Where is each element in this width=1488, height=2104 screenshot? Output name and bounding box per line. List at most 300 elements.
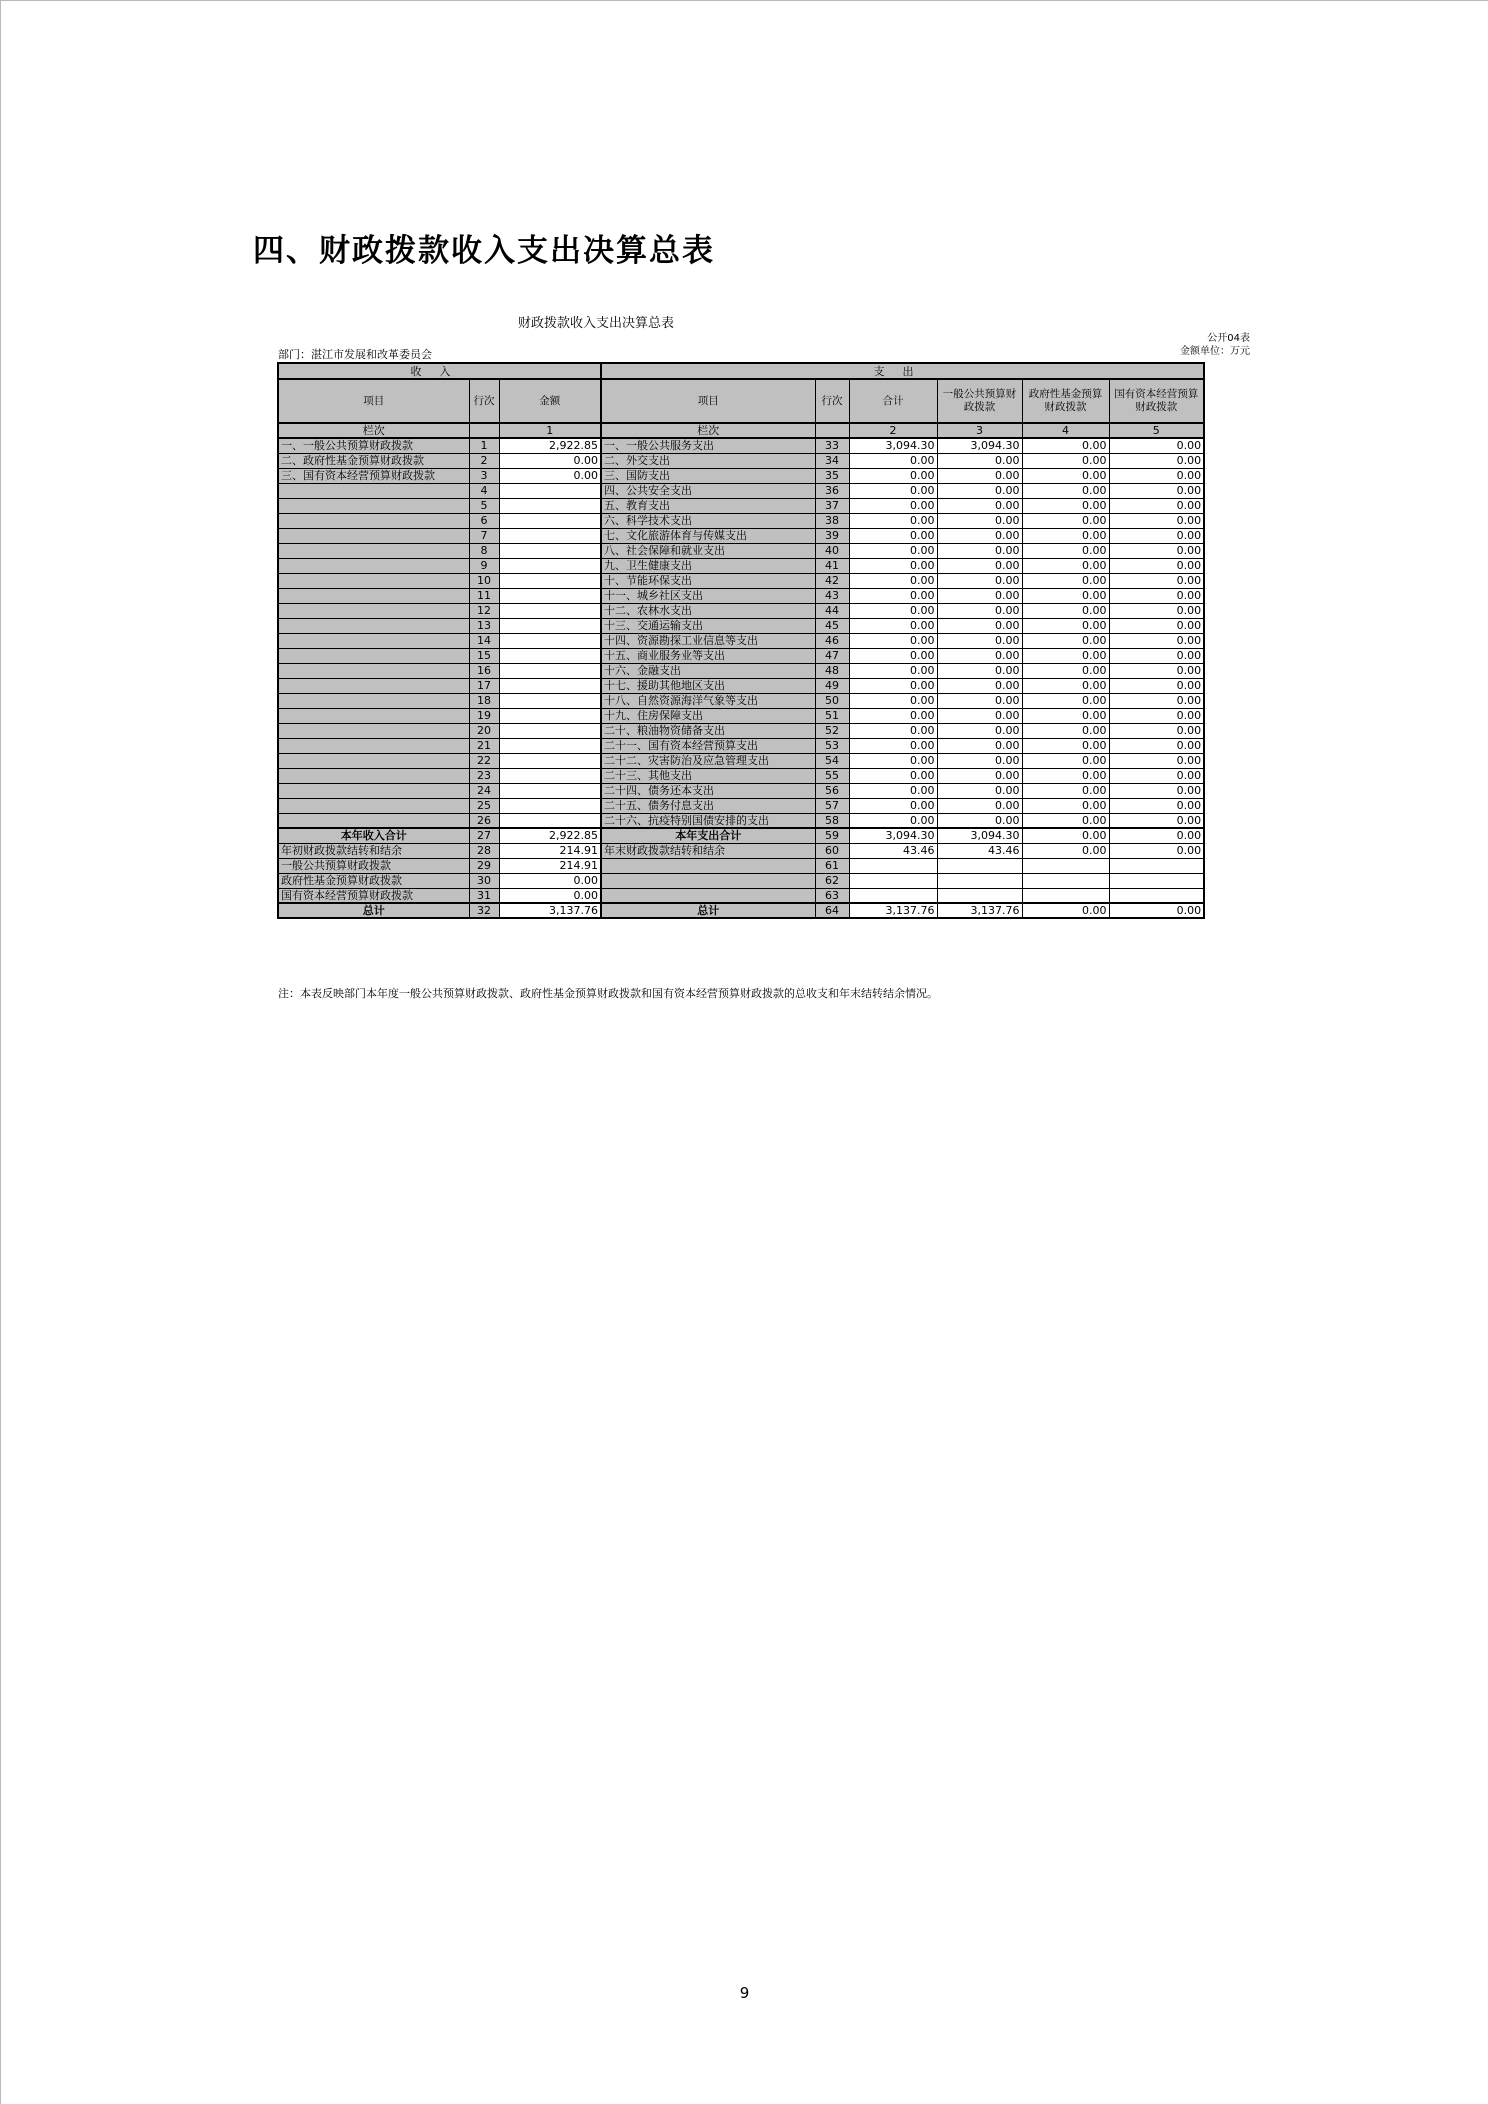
expense-item-cell: 十三、交通运输支出: [601, 618, 815, 633]
lanci-col-4: 4: [1022, 423, 1109, 438]
expense-state-capital-cell: 0.00: [1109, 843, 1204, 858]
expense-line-cell: 52: [815, 723, 849, 738]
income-line-cell: 16: [469, 663, 499, 678]
expense-item-cell: [601, 888, 815, 903]
table-row: [278, 453, 1204, 468]
table-row: [278, 843, 1204, 858]
expense-item-cell: 九、卫生健康支出: [601, 558, 815, 573]
income-line-cell: 29: [469, 858, 499, 873]
income-amount-cell: [499, 648, 601, 663]
expense-state-capital-cell: 0.00: [1109, 438, 1204, 453]
income-amount-cell: [499, 693, 601, 708]
lanci-col-1: 1: [499, 423, 601, 438]
form-code: 公开04表: [1207, 333, 1250, 344]
expense-general-budget-cell: 0.00: [937, 618, 1022, 633]
expense-general-budget-cell: 0.00: [937, 498, 1022, 513]
income-line-cell: 8: [469, 543, 499, 558]
income-line-cell: 24: [469, 783, 499, 798]
expense-general-budget-cell: 0.00: [937, 768, 1022, 783]
expense-state-capital-cell: 0.00: [1109, 693, 1204, 708]
table-row: [278, 573, 1204, 588]
income-line-cell: 11: [469, 588, 499, 603]
expense-item-cell: 十五、商业服务业等支出: [601, 648, 815, 663]
expense-general-budget-cell: 0.00: [937, 663, 1022, 678]
expense-general-budget-cell: 0.00: [937, 813, 1022, 828]
table-row: [278, 543, 1204, 558]
expense-gov-fund-cell: 0.00: [1022, 798, 1109, 813]
table-row: [278, 738, 1204, 753]
table-row: [278, 603, 1204, 618]
expense-gov-fund-cell: 0.00: [1022, 618, 1109, 633]
table-row: [278, 858, 1204, 873]
expense-item-cell: 二十一、国有资本经营预算支出: [601, 738, 815, 753]
expense-item-cell: 二十四、债务还本支出: [601, 783, 815, 798]
expense-line-cell: 61: [815, 858, 849, 873]
expense-gov-fund-cell: [1022, 858, 1109, 873]
expense-item-cell: 十七、援助其他地区支出: [601, 678, 815, 693]
income-line-cell: 21: [469, 738, 499, 753]
expense-line-cell: 40: [815, 543, 849, 558]
expense-item-cell: 六、科学技术支出: [601, 513, 815, 528]
expense-gov-fund-cell: 0.00: [1022, 813, 1109, 828]
expense-state-capital-cell: 0.00: [1109, 753, 1204, 768]
expense-state-capital-cell: 0.00: [1109, 813, 1204, 828]
income-line-cell: 26: [469, 813, 499, 828]
expense-gov-fund-cell: 0.00: [1022, 783, 1109, 798]
income-line-cell: 14: [469, 633, 499, 648]
expense-gov-fund-cell: 0.00: [1022, 648, 1109, 663]
income-item-cell: [278, 543, 469, 558]
expense-state-capital-cell: 0.00: [1109, 618, 1204, 633]
expense-general-budget-cell: 0.00: [937, 528, 1022, 543]
expense-item-cell: 十六、金融支出: [601, 663, 815, 678]
expense-line-cell: 43: [815, 588, 849, 603]
expense-state-capital-cell: 0.00: [1109, 558, 1204, 573]
expense-line-cell: 33: [815, 438, 849, 453]
table-footnote: 注：本表反映部门本年度一般公共预算财政拨款、政府性基金预算财政拨款和国有资本经营预算财政拨款的总收支和年末结转结余情况。: [278, 987, 938, 1000]
section-band-row: [278, 363, 1204, 379]
expense-total-cell: [849, 888, 937, 903]
income-item-cell: [278, 798, 469, 813]
table-row: [278, 813, 1204, 828]
lanci-col-5: 5: [1109, 423, 1204, 438]
income-item-cell: [278, 618, 469, 633]
expense-gov-fund-cell: 0.00: [1022, 543, 1109, 558]
income-amount-cell: 2,922.85: [499, 438, 601, 453]
table-row: [278, 498, 1204, 513]
income-line-cell: 28: [469, 843, 499, 858]
income-line-cell: 13: [469, 618, 499, 633]
expense-line-cell: 38: [815, 513, 849, 528]
expense-general-budget-cell: 0.00: [937, 633, 1022, 648]
income-line-cell: 19: [469, 708, 499, 723]
expense-line-cell: 39: [815, 528, 849, 543]
expense-state-capital-cell: 0.00: [1109, 528, 1204, 543]
expense-general-budget-cell: 0.00: [937, 753, 1022, 768]
income-line-cell: 32: [469, 903, 499, 918]
table-row: [278, 528, 1204, 543]
income-amount-cell: [499, 813, 601, 828]
lanci-label: 栏次: [601, 423, 815, 438]
income-amount-cell: [499, 498, 601, 513]
income-amount-cell: 0.00: [499, 888, 601, 903]
expense-total-cell: 0.00: [849, 543, 937, 558]
table-row: [278, 588, 1204, 603]
expense-general-budget-cell: 43.46: [937, 843, 1022, 858]
expense-line-cell: 63: [815, 888, 849, 903]
expense-state-capital-cell: 0.00: [1109, 903, 1204, 918]
income-section-header: 收入: [278, 363, 601, 379]
income-item-cell: [278, 813, 469, 828]
expense-state-capital-cell: [1109, 888, 1204, 903]
expense-state-capital-cell: 0.00: [1109, 723, 1204, 738]
income-line-cell: 10: [469, 573, 499, 588]
expense-general-budget-cell: [937, 888, 1022, 903]
income-amount-cell: [499, 798, 601, 813]
income-line-cell: 6: [469, 513, 499, 528]
expense-state-capital-cell: 0.00: [1109, 663, 1204, 678]
income-line-cell: 30: [469, 873, 499, 888]
expense-state-capital-cell: 0.00: [1109, 543, 1204, 558]
expense-gov-fund-cell: 0.00: [1022, 558, 1109, 573]
expense-item-cell: 二十二、灾害防治及应急管理支出: [601, 753, 815, 768]
expense-gov-fund-cell: 0.00: [1022, 723, 1109, 738]
expense-item-cell: [601, 873, 815, 888]
expense-gov-fund-cell: 0.00: [1022, 468, 1109, 483]
expense-item-cell: 十、节能环保支出: [601, 573, 815, 588]
expense-item-cell: [601, 858, 815, 873]
expense-gov-fund-cell: 0.00: [1022, 708, 1109, 723]
income-item-cell: [278, 528, 469, 543]
expense-general-budget-cell: 0.00: [937, 783, 1022, 798]
table-row: [278, 648, 1204, 663]
income-line-cell: 20: [469, 723, 499, 738]
expense-total-cell: 3,137.76: [849, 903, 937, 918]
expense-line-cell: 35: [815, 468, 849, 483]
col-header-expense-line: 行次: [815, 379, 849, 423]
expense-gov-fund-cell: 0.00: [1022, 738, 1109, 753]
expense-state-capital-cell: 0.00: [1109, 738, 1204, 753]
expense-item-cell: 十二、农林水支出: [601, 603, 815, 618]
expense-general-budget-cell: 0.00: [937, 693, 1022, 708]
expense-general-budget-cell: 0.00: [937, 468, 1022, 483]
expense-line-cell: 37: [815, 498, 849, 513]
expense-general-budget-cell: 0.00: [937, 513, 1022, 528]
expense-line-cell: 46: [815, 633, 849, 648]
expense-total-cell: 0.00: [849, 723, 937, 738]
income-line-cell: 3: [469, 468, 499, 483]
income-item-cell: [278, 723, 469, 738]
expense-line-cell: 45: [815, 618, 849, 633]
income-item-cell: 一般公共预算财政拨款: [278, 858, 469, 873]
income-amount-cell: [499, 618, 601, 633]
expense-line-cell: 48: [815, 663, 849, 678]
table-row: [278, 693, 1204, 708]
table-row: [278, 708, 1204, 723]
expense-total-cell: 0.00: [849, 783, 937, 798]
income-amount-cell: [499, 708, 601, 723]
expense-general-budget-cell: [937, 858, 1022, 873]
expense-total-cell: 0.00: [849, 603, 937, 618]
income-item-cell: 年初财政拨款结转和结余: [278, 843, 469, 858]
table-row: [278, 558, 1204, 573]
table-title: 财政拨款收入支出决算总表: [517, 316, 674, 331]
income-item-cell: [278, 648, 469, 663]
expense-total-cell: [849, 873, 937, 888]
expense-gov-fund-cell: 0.00: [1022, 903, 1109, 918]
expense-item-cell: 二十三、其他支出: [601, 768, 815, 783]
income-item-cell: 政府性基金预算财政拨款: [278, 873, 469, 888]
expense-total-cell: 0.00: [849, 693, 937, 708]
income-line-cell: 25: [469, 798, 499, 813]
col-header-income-amount: 金额: [499, 379, 601, 423]
income-amount-cell: [499, 723, 601, 738]
expense-line-cell: 49: [815, 678, 849, 693]
column-header-row: [278, 379, 1204, 423]
expense-general-budget-cell: 0.00: [937, 588, 1022, 603]
expense-general-budget-cell: 0.00: [937, 483, 1022, 498]
income-amount-cell: [499, 768, 601, 783]
expense-state-capital-cell: 0.00: [1109, 648, 1204, 663]
expense-item-cell: 七、文化旅游体育与传媒支出: [601, 528, 815, 543]
income-line-cell: 2: [469, 453, 499, 468]
expense-general-budget-cell: 0.00: [937, 453, 1022, 468]
income-item-cell: [278, 708, 469, 723]
income-line-cell: 7: [469, 528, 499, 543]
lanci-label: 栏次: [278, 423, 469, 438]
table-row: [278, 903, 1204, 918]
table-row: [278, 723, 1204, 738]
income-amount-cell: 0.00: [499, 453, 601, 468]
expense-total-cell: [849, 858, 937, 873]
income-line-cell: 9: [469, 558, 499, 573]
fiscal-appropriation-table: [277, 362, 1205, 919]
expense-total-cell: 0.00: [849, 453, 937, 468]
income-line-cell: 31: [469, 888, 499, 903]
expense-gov-fund-cell: 0.00: [1022, 633, 1109, 648]
expense-general-budget-cell: 3,094.30: [937, 438, 1022, 453]
expense-total-cell: 0.00: [849, 753, 937, 768]
expense-item-cell: 二、外交支出: [601, 453, 815, 468]
expense-gov-fund-cell: 0.00: [1022, 693, 1109, 708]
expense-total-cell: 0.00: [849, 798, 937, 813]
income-line-cell: 23: [469, 768, 499, 783]
income-amount-cell: [499, 738, 601, 753]
expense-gov-fund-cell: 0.00: [1022, 828, 1109, 843]
expense-item-cell: 五、教育支出: [601, 498, 815, 513]
table-row: [278, 783, 1204, 798]
income-item-cell: [278, 753, 469, 768]
col-header-gov-fund: 政府性基金预算财政拨款: [1022, 379, 1109, 423]
expense-gov-fund-cell: 0.00: [1022, 483, 1109, 498]
income-amount-cell: [499, 663, 601, 678]
expense-line-cell: 59: [815, 828, 849, 843]
expense-total-cell: 0.00: [849, 558, 937, 573]
expense-total-cell: 0.00: [849, 588, 937, 603]
income-line-cell: 18: [469, 693, 499, 708]
table-row: [278, 618, 1204, 633]
expense-line-cell: 47: [815, 648, 849, 663]
expense-line-cell: 53: [815, 738, 849, 753]
expense-general-budget-cell: 0.00: [937, 678, 1022, 693]
income-amount-cell: 0.00: [499, 873, 601, 888]
income-item-cell: 总计: [278, 903, 469, 918]
income-amount-cell: [499, 588, 601, 603]
expense-gov-fund-cell: 0.00: [1022, 768, 1109, 783]
expense-item-cell: 本年支出合计: [601, 828, 815, 843]
expense-item-cell: 四、公共安全支出: [601, 483, 815, 498]
expense-total-cell: 0.00: [849, 768, 937, 783]
income-amount-cell: [499, 783, 601, 798]
expense-total-cell: 0.00: [849, 618, 937, 633]
col-header-income-item: 项目: [278, 379, 469, 423]
amount-unit-label: 金额单位：万元: [1180, 346, 1250, 357]
expense-gov-fund-cell: 0.00: [1022, 843, 1109, 858]
expense-state-capital-cell: 0.00: [1109, 783, 1204, 798]
table-row: [278, 513, 1204, 528]
expense-total-cell: 0.00: [849, 708, 937, 723]
income-item-cell: [278, 498, 469, 513]
income-item-cell: [278, 513, 469, 528]
expense-total-cell: 0.00: [849, 738, 937, 753]
expense-gov-fund-cell: 0.00: [1022, 453, 1109, 468]
income-amount-cell: [499, 753, 601, 768]
income-amount-cell: [499, 543, 601, 558]
table-row: [278, 873, 1204, 888]
income-item-cell: [278, 558, 469, 573]
expense-state-capital-cell: 0.00: [1109, 483, 1204, 498]
income-amount-cell: [499, 513, 601, 528]
expense-item-cell: 总计: [601, 903, 815, 918]
table-row: [278, 633, 1204, 648]
income-line-cell: 5: [469, 498, 499, 513]
expense-state-capital-cell: 0.00: [1109, 708, 1204, 723]
expense-line-cell: 55: [815, 768, 849, 783]
income-item-cell: [278, 633, 469, 648]
table-row: [278, 753, 1204, 768]
expense-general-budget-cell: 0.00: [937, 543, 1022, 558]
expense-general-budget-cell: 0.00: [937, 798, 1022, 813]
expense-item-cell: 年末财政拨款结转和结余: [601, 843, 815, 858]
income-item-cell: [278, 783, 469, 798]
expense-line-cell: 34: [815, 453, 849, 468]
expense-state-capital-cell: 0.00: [1109, 633, 1204, 648]
expense-gov-fund-cell: 0.00: [1022, 663, 1109, 678]
col-header-expense-total: 合计: [849, 379, 937, 423]
expense-item-cell: 二十、粮油物资储备支出: [601, 723, 815, 738]
expense-line-cell: 42: [815, 573, 849, 588]
expense-general-budget-cell: 0.00: [937, 723, 1022, 738]
lanci-blank: [815, 423, 849, 438]
expense-state-capital-cell: 0.00: [1109, 768, 1204, 783]
expense-general-budget-cell: 0.00: [937, 558, 1022, 573]
income-amount-cell: [499, 633, 601, 648]
expense-total-cell: 0.00: [849, 573, 937, 588]
expense-general-budget-cell: 0.00: [937, 603, 1022, 618]
expense-general-budget-cell: 0.00: [937, 738, 1022, 753]
department-label: 部门：湛江市发展和改革委员会: [278, 348, 432, 361]
expense-total-cell: 0.00: [849, 528, 937, 543]
lanci-col-3: 3: [937, 423, 1022, 438]
expense-item-cell: 一、一般公共服务支出: [601, 438, 815, 453]
income-amount-cell: 3,137.76: [499, 903, 601, 918]
expense-total-cell: 0.00: [849, 483, 937, 498]
lanci-blank: [469, 423, 499, 438]
expense-total-cell: 0.00: [849, 468, 937, 483]
expense-item-cell: 十一、城乡社区支出: [601, 588, 815, 603]
expense-total-cell: 3,094.30: [849, 438, 937, 453]
income-item-cell: [278, 603, 469, 618]
income-amount-cell: 214.91: [499, 843, 601, 858]
expense-state-capital-cell: 0.00: [1109, 498, 1204, 513]
income-item-cell: [278, 768, 469, 783]
table-row: [278, 888, 1204, 903]
col-header-expense-item: 项目: [601, 379, 815, 423]
income-item-cell: [278, 738, 469, 753]
income-line-cell: 1: [469, 438, 499, 453]
expense-state-capital-cell: 0.00: [1109, 513, 1204, 528]
column-number-row: [278, 423, 1204, 438]
income-line-cell: 22: [469, 753, 499, 768]
expense-state-capital-cell: 0.00: [1109, 588, 1204, 603]
income-item-cell: 二、政府性基金预算财政拨款: [278, 453, 469, 468]
expense-line-cell: 64: [815, 903, 849, 918]
income-amount-cell: [499, 573, 601, 588]
table-row: [278, 483, 1204, 498]
income-amount-cell: [499, 678, 601, 693]
col-header-general-budget: 一般公共预算财政拨款: [937, 379, 1022, 423]
page-title: 四、财政拨款收入支出决算总表: [253, 233, 715, 269]
expense-state-capital-cell: [1109, 858, 1204, 873]
income-item-cell: [278, 483, 469, 498]
income-line-cell: 4: [469, 483, 499, 498]
expense-general-budget-cell: 0.00: [937, 708, 1022, 723]
income-item-cell: 国有资本经营预算财政拨款: [278, 888, 469, 903]
expense-line-cell: 54: [815, 753, 849, 768]
form-meta: [1180, 332, 1250, 358]
expense-line-cell: 41: [815, 558, 849, 573]
expense-gov-fund-cell: [1022, 888, 1109, 903]
expense-gov-fund-cell: 0.00: [1022, 528, 1109, 543]
table-row: [278, 768, 1204, 783]
expense-item-cell: 十九、住房保障支出: [601, 708, 815, 723]
table-row: [278, 828, 1204, 843]
income-amount-cell: [499, 603, 601, 618]
expense-item-cell: 三、国防支出: [601, 468, 815, 483]
expense-item-cell: 二十六、抗疫特别国债安排的支出: [601, 813, 815, 828]
expense-state-capital-cell: 0.00: [1109, 603, 1204, 618]
expense-total-cell: 3,094.30: [849, 828, 937, 843]
expense-line-cell: 62: [815, 873, 849, 888]
expense-item-cell: 八、社会保障和就业支出: [601, 543, 815, 558]
expense-gov-fund-cell: [1022, 873, 1109, 888]
expense-line-cell: 57: [815, 798, 849, 813]
income-amount-cell: [499, 558, 601, 573]
lanci-col-2: 2: [849, 423, 937, 438]
income-line-cell: 12: [469, 603, 499, 618]
expense-state-capital-cell: [1109, 873, 1204, 888]
expense-total-cell: 0.00: [849, 813, 937, 828]
expense-state-capital-cell: 0.00: [1109, 453, 1204, 468]
income-item-cell: [278, 678, 469, 693]
income-line-cell: 17: [469, 678, 499, 693]
income-item-cell: 本年收入合计: [278, 828, 469, 843]
page-number: 9: [739, 1984, 750, 2002]
expense-item-cell: 十四、资源勘探工业信息等支出: [601, 633, 815, 648]
expense-gov-fund-cell: 0.00: [1022, 753, 1109, 768]
expense-gov-fund-cell: 0.00: [1022, 513, 1109, 528]
income-line-cell: 15: [469, 648, 499, 663]
